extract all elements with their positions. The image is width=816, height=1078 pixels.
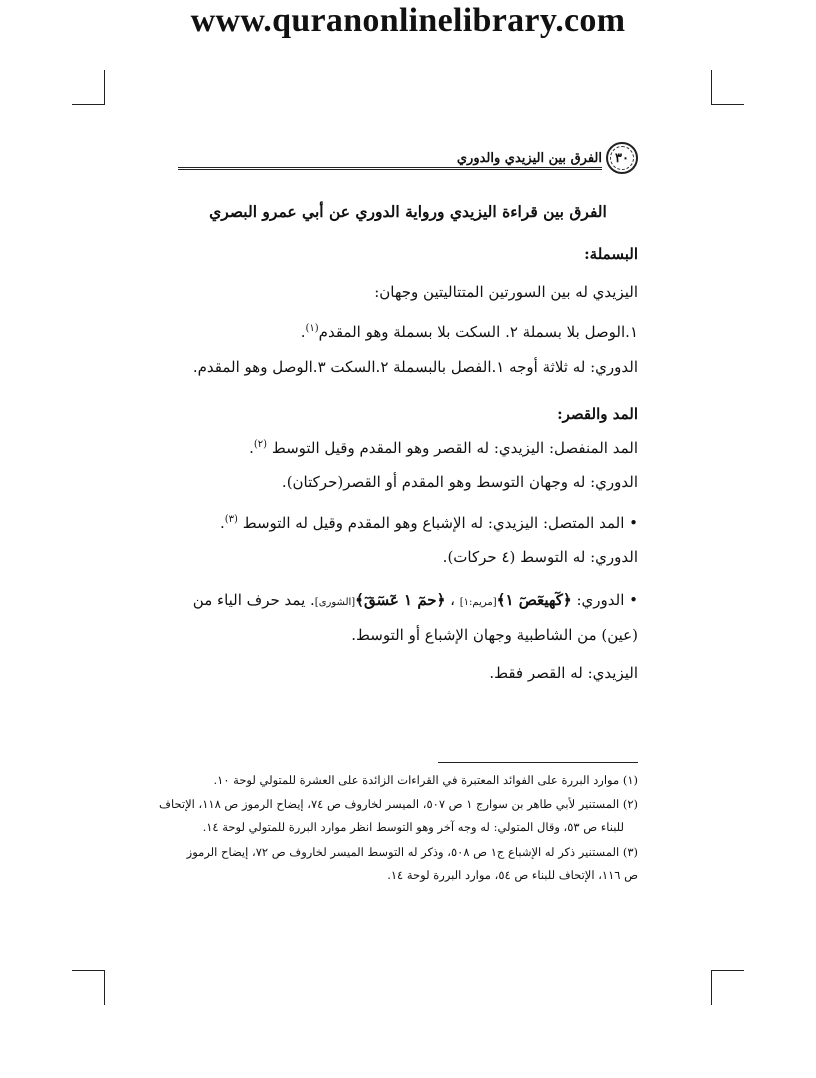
footnote-2-cont: للبناء ص ٥٣، وقال المتولي: له وجه آخر وهو التوسط انظر موارد البررة للمتولي لوحة ١٤. — [202, 820, 624, 834]
muttasil-yazidi: • المد المتصل: اليزيدي: له الإشباع وهو المقدم وقيل له التوسط $^{(٣)}$. — [219, 514, 638, 532]
crop-mark-bottom-left-h — [72, 970, 105, 971]
surah-ref-maryam: [مريم:١] — [459, 597, 497, 608]
muttasil-duri: الدوري: له التوسط (٤ حركات). — [442, 548, 638, 566]
ayn-yazidi: اليزيدي: له القصر فقط. — [489, 664, 638, 682]
options-text: ١.الوصل بلا بسملة ٢. السكت بلا بسملة وهو المقدم — [318, 323, 638, 341]
footnote-3-cont: ص ١١٦، الإتحاف للبناء ص ٥٤، موارد البررة لوحة ١٤. — [387, 868, 638, 882]
running-header — [178, 142, 638, 174]
ayn-prefix: • الدوري: — [571, 591, 638, 609]
quran-verse-maryam: ﴿كٓهيعٓصٓ ١﴾ — [496, 591, 572, 609]
crop-mark-top-right-h — [711, 104, 744, 105]
crop-mark-bottom-left — [104, 970, 105, 1005]
basmala-yazidi-options — [178, 318, 638, 343]
site-url: www.quranonlinelibrary.com — [190, 2, 626, 39]
chapter-title: الفرق بين قراءة اليزيدي ورواية الدوري عن أبي عمرو البصري — [209, 202, 607, 221]
running-title: الفرق بين اليزيدي والدوري — [456, 151, 602, 166]
ayn-duri-line — [178, 589, 638, 614]
crop-mark-bottom-right — [711, 970, 712, 1005]
footnote-divider — [438, 762, 638, 763]
basmala-duri: الدوري: له ثلاثة أوجه ١.الفصل بالبسملة ٢.السكت ٣.الوصل وهو المقدم. — [192, 358, 638, 376]
footnote-ref-2[interactable]: (٢) — [253, 439, 268, 450]
munfasil-duri: الدوري: له وجهان التوسط وهو المقدم أو القصر(حركتان). — [281, 473, 638, 491]
header-rule — [178, 167, 602, 170]
footnote-ref-1[interactable]: (١) — [305, 323, 319, 334]
page-number-badge — [606, 142, 638, 174]
quran-verse-shura: ﴿حمٓ ١ عٓسٓقٓ﴾ — [355, 591, 446, 609]
munfasil-yazidi-text: المد المنفصل: اليزيدي: له القصر وهو المقدم وقيل التوسط — [271, 439, 638, 457]
ayn-rest: . يمد حرف الياء من — [192, 591, 315, 609]
footnote-3: (٣) المستنير ذكر له الإشباع ج١ ص ٥٠٨، وذكر له التوسط الميسر لخاروف ص ٧٢، إيضاح الرموز — [186, 845, 638, 859]
ayn-separator: ، — [445, 591, 460, 609]
crop-mark-top-left-h — [72, 104, 105, 105]
ayn-line-2: (عين) من الشاطبية وجهان الإشباع أو التوسط. — [351, 626, 638, 644]
crop-mark-top-right — [711, 70, 712, 105]
madd-heading: المد والقصر: — [557, 405, 638, 423]
surah-ref-shura: [الشورى] — [314, 597, 356, 608]
muttasil-yazidi-text: • المد المتصل: اليزيدي: له الإشباع وهو المقدم وقيل له التوسط — [242, 514, 638, 532]
footnote-2: (٢) المستنير لأبي طاهر بن سوارج ١ ص ٥٠٧، الميسر لخاروف ص ٧٤، إيضاح الرموز ص ١١٨، الإتحاف — [159, 797, 638, 811]
options-end: . — [300, 323, 306, 341]
crop-mark-bottom-right-h — [711, 970, 744, 971]
basmala-yazidi-intro: اليزيدي له بين السورتين المتتاليتين وجهان: — [374, 283, 638, 301]
book-page — [159, 130, 638, 900]
page-number: ٣٠ — [615, 150, 629, 166]
footnote-ref-3[interactable]: (٣) — [224, 514, 238, 525]
footnote-1: (١) موارد البررة على الفوائد المعتبرة في القراءات الزائدة على العشرة للمتولي لوحة ١٠. — [213, 773, 638, 787]
munfasil-yazidi: المد المنفصل: اليزيدي: له القصر وهو المقدم وقيل التوسط $^{(٢)}$. — [249, 439, 638, 457]
crop-mark-top-left — [104, 70, 105, 105]
basmala-heading: البسملة: — [584, 245, 638, 263]
